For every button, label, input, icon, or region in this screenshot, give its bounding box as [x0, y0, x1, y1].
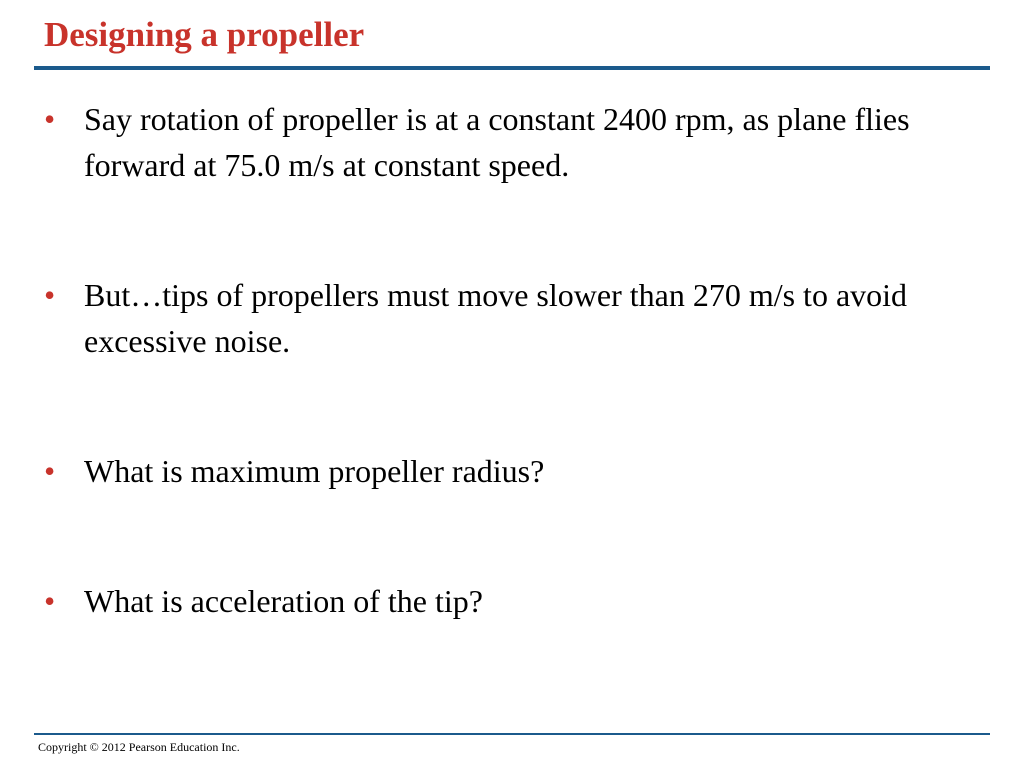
bullet-marker: •	[44, 277, 56, 313]
bullet-text: What is acceleration of the tip?	[84, 583, 483, 619]
bullet-marker: •	[44, 583, 56, 619]
bullet-text: What is maximum propeller radius?	[84, 453, 545, 489]
bullet-item	[44, 448, 984, 494]
bullet-list	[44, 96, 984, 624]
bullet-marker: •	[44, 101, 56, 137]
title-divider	[34, 66, 990, 70]
bullet-text: But…tips of propellers must move slower than 270 m/s to avoid excessive noise.	[84, 277, 908, 359]
bullet-item	[44, 272, 984, 364]
bullet-marker: •	[44, 453, 56, 489]
footer-divider	[34, 733, 990, 735]
bullet-text: Say rotation of propeller is at a constant 2400 rpm, as plane flies forward at 75.0 m/s at constant speed.	[84, 101, 910, 183]
copyright-text: Copyright © 2012 Pearson Education Inc.	[38, 740, 240, 754]
slide-title: Designing a propeller	[44, 15, 365, 54]
bullet-item	[44, 96, 984, 188]
bullet-item	[44, 578, 984, 624]
